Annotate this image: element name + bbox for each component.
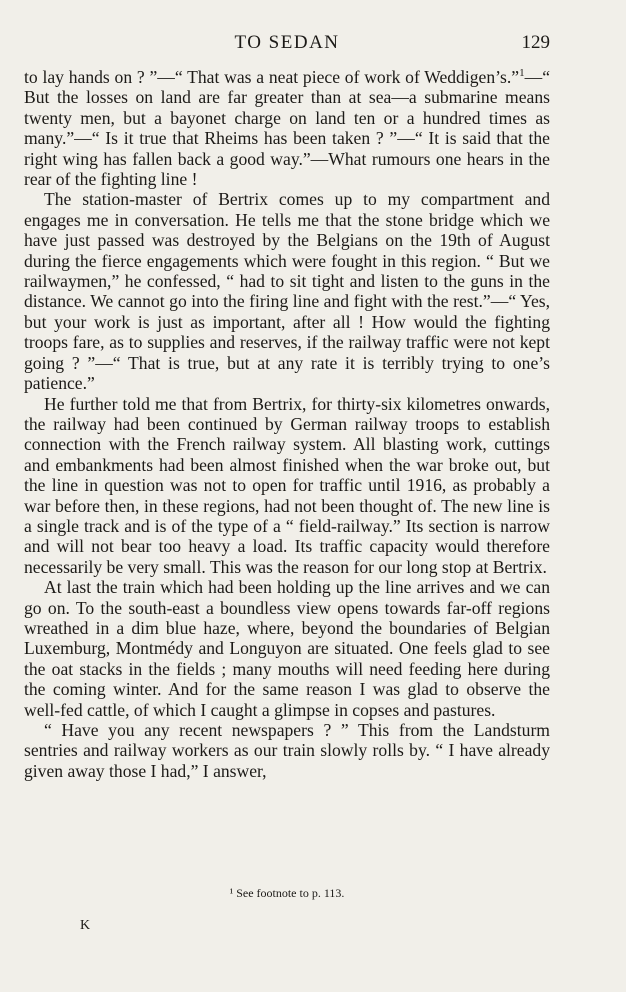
page-header xyxy=(24,32,550,58)
paragraph-1-text-a: to lay hands on ? ”—“ That was a neat piece of work of Weddigen’s.” xyxy=(24,67,520,87)
paragraph-2: The station-master of Bertrix comes up to my compartment and engages me in conversation. He tells me that the stone bridge which we have just passed was destroyed by the Belgians on the 19th of August during the fierce engagements which were fought in this region. “ But we railwaymen,” he confessed, “ had to sit tight and listen to the guns in the distance. We cannot go into the firing line and fight with the rest.”—“ Yes, but your work is just as important, after all ! How would the fighting troops fare, as to supplies and reserves, if the railway traffic were not kept going ? ”—“ That is true, but at any rate it is terribly trying to one’s patience.” xyxy=(24,189,550,394)
signature-mark: K xyxy=(80,918,91,933)
footnote-reference: 1 xyxy=(519,67,525,80)
page-number: 129 xyxy=(521,32,550,53)
paragraph-1-text-b: —“ But the losses on land are far greater than at sea—a submarine means twenty men, but a bayonet charge on land ten or a hundred times as many.”—“ Is it true that Rheims has been taken ? ”—“ It is said that the right wing has fallen back a good way.”—What rumours one hears in the rear of the fighting line ! xyxy=(24,67,550,190)
paragraph-1 xyxy=(24,67,550,189)
paragraph-3: He further told me that from Bertrix, for thirty-six kilometres onwards, the railway had been continued by German railway troops to establish connection with the French railway system. All blasting work, cuttings and embankments had been almost finished when the war broke out, but the line in question was not to open for traffic until 1916, as probably a war before then, in these regions, had not been thought of. The new line is a single track and is of the type of a “ field-railway.” Its section is narrow and will not bear too heavy a load. Its traffic capacity would therefore necessarily be very small. This was the reason for our long stop at Bertrix. xyxy=(24,393,550,577)
body-text xyxy=(24,67,550,781)
paragraph-5: “ Have you any recent newspapers ? ” This from the Landsturm sentries and railway workers as our train slowly rolls by. “ I have already given away those I had,” I answer, xyxy=(24,720,550,781)
running-title: TO SEDAN xyxy=(234,32,340,53)
footnote: ¹ See footnote to p. 113. xyxy=(229,886,345,900)
paragraph-4: At last the train which had been holding up the line arrives and we can go on. To the south-east a boundless view opens towards far-off regions wreathed in a dim blue haze, where, beyond the boundaries of Belgian Luxemburg, Montmédy and Longuyon are situated. One feels glad to see the oat stacks in the fields ; many mouths will need feeding here during the coming winter. And for the same reason I was glad to observe the well-fed cattle, of which I caught a glimpse in copses and pastures. xyxy=(24,577,550,720)
